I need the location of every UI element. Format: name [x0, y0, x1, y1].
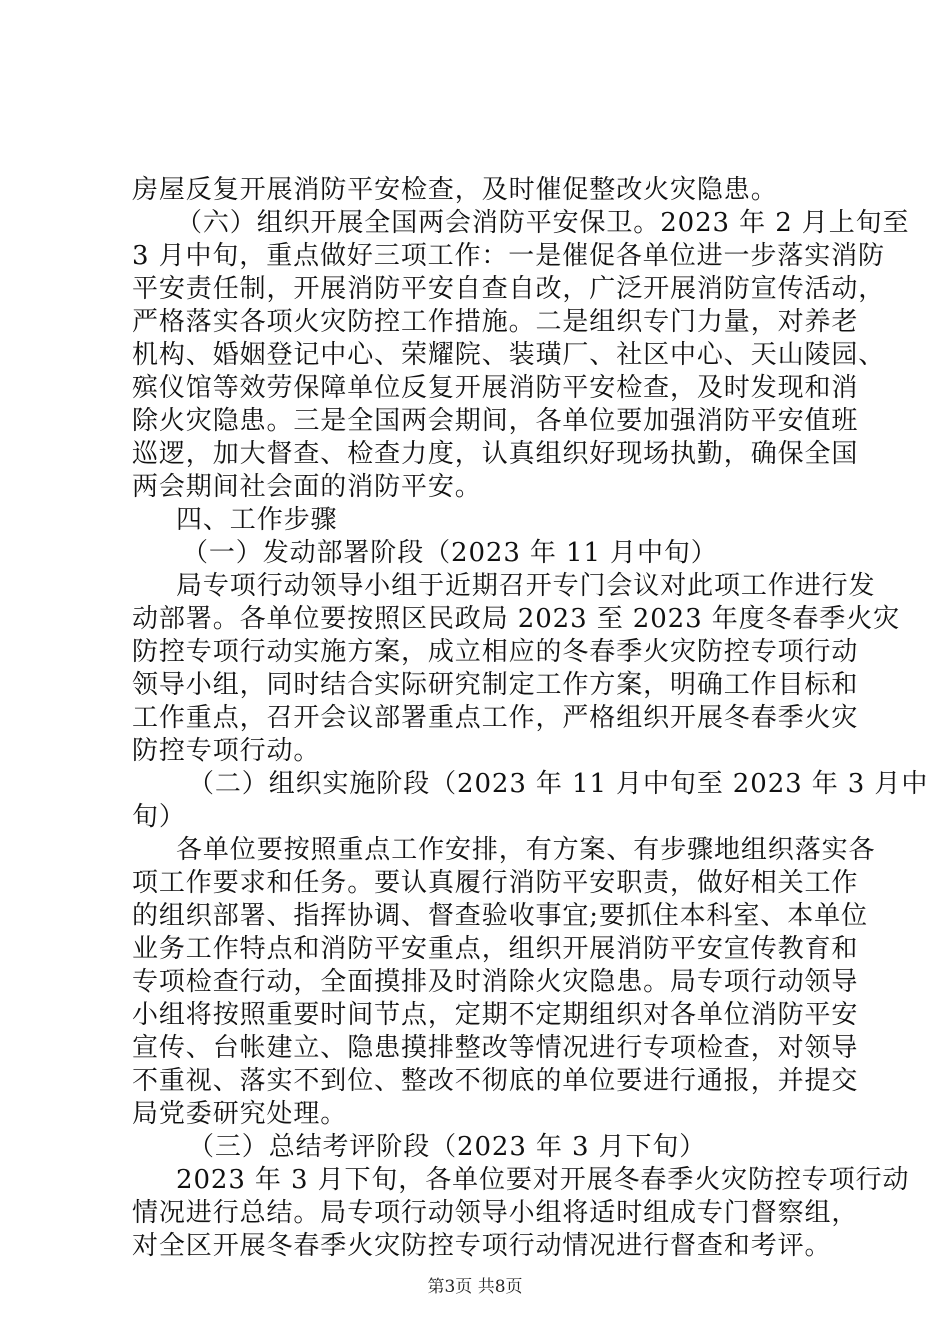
text-line: 殡仪馆等效劳保障单位反复开展消防平安检查，及时发现和消	[132, 373, 859, 403]
text-line: 的组织部署、指挥协调、督查验收事宜;要抓住本科室、本单位	[132, 901, 868, 931]
text-line: 除火灾隐患。三是全国两会期间，各单位要加强消防平安值班	[132, 406, 859, 436]
text-line: 各单位要按照重点工作安排，有方案、有步骤地组织落实各	[176, 835, 876, 865]
text-line: 巡逻，加大督查、检查力度，认真组织好现场执勤，确保全国	[132, 439, 859, 469]
text-line: 不重视、落实不到位、整改不彻底的单位要进行通报，并提交	[132, 1066, 859, 1096]
text-line: 旬）	[132, 802, 186, 832]
text-line: 对全区开展冬春季火灾防控专项行动情况进行督查和考评。	[132, 1231, 832, 1261]
text-line: 局党委研究处理。	[132, 1099, 348, 1129]
text-line: 项工作要求和任务。要认真履行消防平安职责，做好相关工作	[132, 868, 859, 898]
text-line: （六）组织开展全国两会消防平安保卫。2023 年 2 月上旬至	[176, 208, 910, 238]
text-line: 小组将按照重要时间节点，定期不定期组织对各单位消防平安	[132, 1000, 859, 1030]
text-line: 宣传、台帐建立、隐患摸排整改等情况进行专项检查，对领导	[132, 1033, 859, 1063]
text-line: 严格落实各项火灾防控工作措施。二是组织专门力量，对养老	[132, 307, 859, 337]
text-line: 防控专项行动。	[132, 736, 321, 766]
text-line: 2023 年 3 月下旬，各单位要对开展冬春季火灾防控专项行动	[176, 1165, 910, 1195]
text-line: 机构、婚姻登记中心、荣耀院、装璜厂、社区中心、天山陵园、	[132, 340, 886, 370]
text-line: 情况进行总结。局专项行动领导小组将适时组成专门督察组，	[132, 1198, 859, 1228]
text-line: 业务工作特点和消防平安重点，组织开展消防平安宣传教育和	[132, 934, 859, 964]
text-line: 局专项行动领导小组于近期召开专门会议对此项工作进行发	[176, 571, 876, 601]
text-line: 平安责任制，开展消防平安自查自改，广泛开展消防宣传活动，	[132, 274, 886, 304]
text-line: 领导小组，同时结合实际研究制定工作方案，明确工作目标和	[132, 670, 859, 700]
page-footer: 第3页 共8页	[427, 1277, 523, 1297]
subsection-heading: （二）组织实施阶段（2023 年 11 月中旬至 2023 年 3 月中	[188, 769, 929, 799]
subsection-heading: （一）发动部署阶段（2023 年 11 月中旬）	[182, 538, 718, 568]
text-line: 防控专项行动实施方案，成立相应的冬春季火灾防控专项行动	[132, 637, 859, 667]
text-line: 工作重点，召开会议部署重点工作，严格组织开展冬春季火灾	[132, 703, 859, 733]
subsection-heading: （三）总结考评阶段（2023 年 3 月下旬）	[188, 1132, 707, 1162]
section-heading: 四、工作步骤	[176, 505, 338, 535]
text-line: 房屋反复开展消防平安检查，及时催促整改火灾隐患。	[132, 175, 778, 205]
text-line: 动部署。各单位要按照区民政局 2023 至 2023 年度冬春季火灾	[132, 604, 900, 634]
text-line: 两会期间社会面的消防平安。	[132, 472, 482, 502]
text-line: 3 月中旬，重点做好三项工作：一是催促各单位进一步落实消防	[132, 241, 885, 271]
text-line: 专项检查行动，全面摸排及时消除火灾隐患。局专项行动领导	[132, 967, 859, 997]
